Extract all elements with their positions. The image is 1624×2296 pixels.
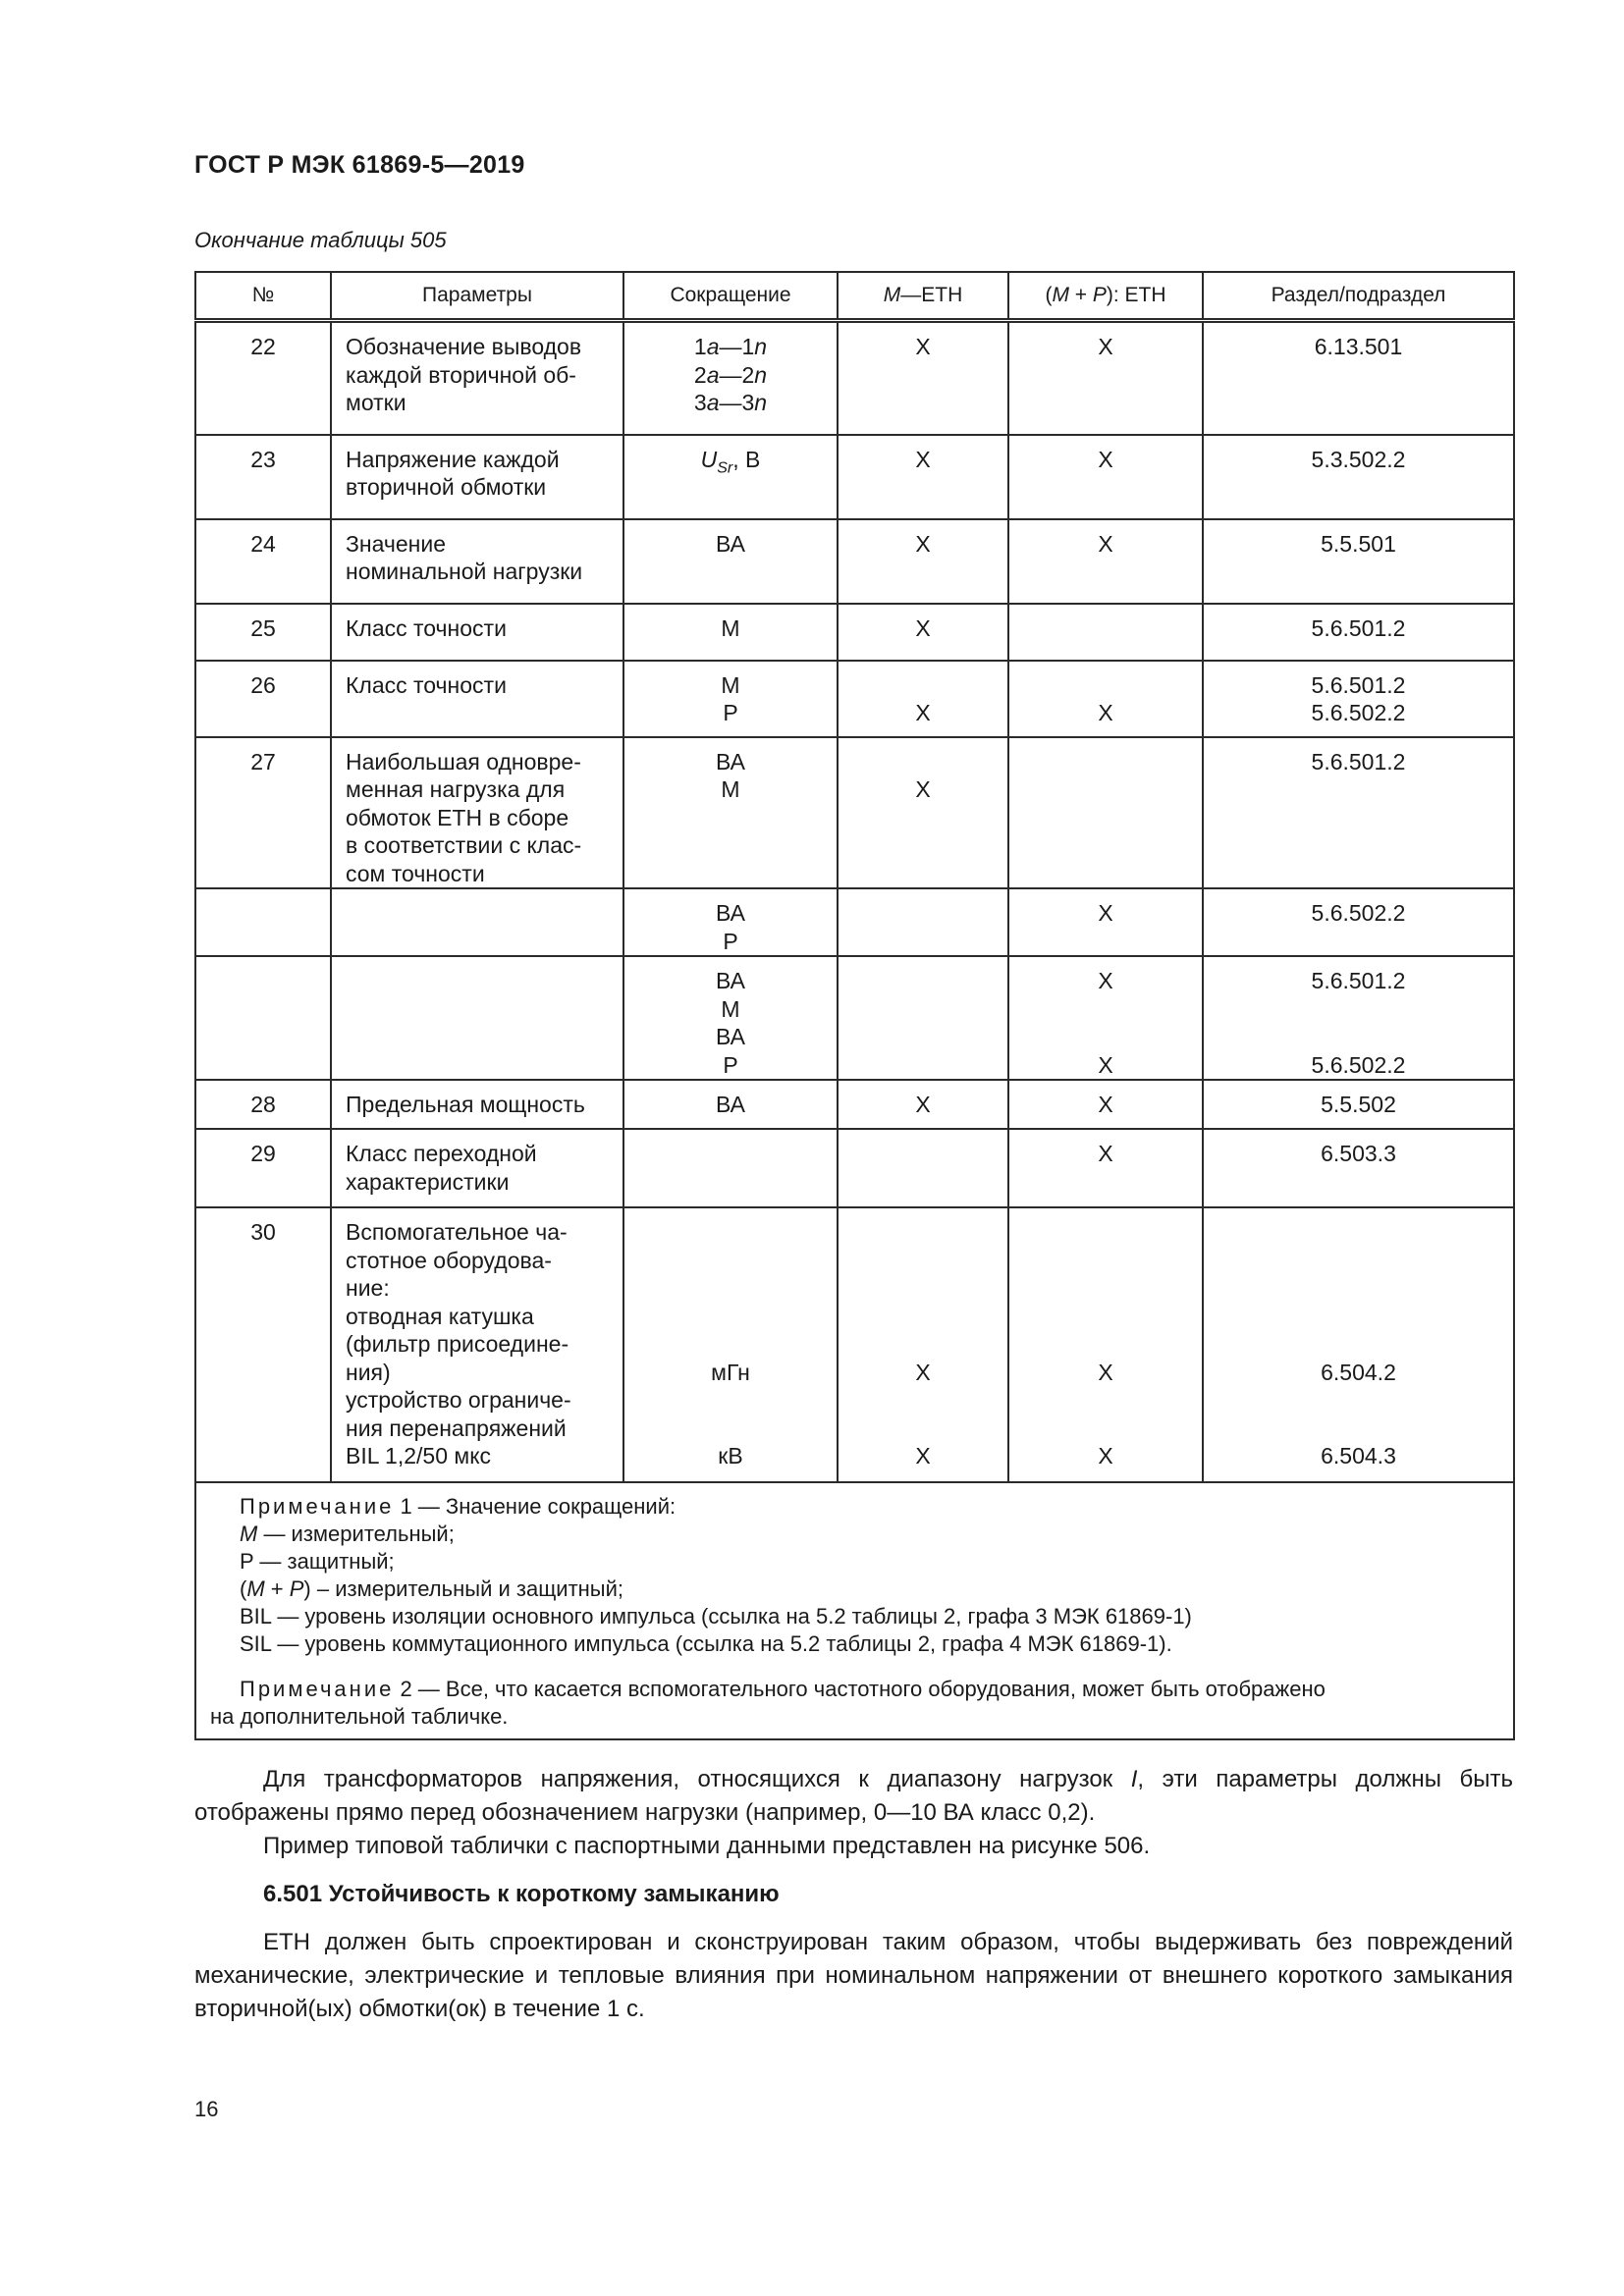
cell-line [1009,995,1202,1024]
cell-line: обмоток ETH в сборе [346,804,569,830]
cell-line: X [915,530,931,557]
cell-line [1204,995,1513,1024]
note-line: M — измерительный; [240,1522,455,1546]
row-abbreviation [623,1129,838,1207]
row-abbreviation [623,321,838,435]
row-parameter [331,661,623,737]
note2-text: 2 — Все, что касается вспомогательного частотного оборудования, может быть отображено [394,1677,1326,1701]
table-row [195,888,1514,956]
row-mp-eth [1008,604,1203,661]
header-section: Раздел/подраздел [1203,272,1514,321]
row-mp-eth [1008,956,1203,1080]
table-notes [195,1482,1514,1739]
cell-line: X [1098,968,1113,993]
cell-line [839,1274,1007,1303]
cell-line [624,446,837,483]
table-row [195,435,1514,519]
table-row [195,737,1514,889]
row-m-eth [838,1080,1008,1129]
row-abbreviation [623,737,838,889]
cell-line: ВА [716,900,745,926]
cell-line: отводная катушка [346,1303,534,1329]
cell-line: X [915,446,931,472]
cell-line: Значение [346,530,446,557]
cell-line: 5.6.501.2 [1311,671,1406,698]
cell-line: 5.3.502.2 [1311,446,1406,472]
paragraph-1: Для трансформаторов напряжения, относящихся к диапазону нагрузок I, эти параметры должны быть отображены прямо перед обозначением нагрузки (например, 0—10 ВА класс 0,2). [194,1766,1513,1826]
cell-line: 3a—3n [693,390,768,415]
cell-line: менная нагрузка для [346,776,566,802]
cell-line: X [915,776,931,802]
row-abbreviation [623,956,838,1080]
table-row [195,661,1514,737]
cell-line [1204,1330,1513,1359]
note2-label: Примечание [240,1677,395,1701]
cell-line [1204,1386,1513,1415]
cell-line [624,1274,837,1303]
cell-line [839,967,1007,995]
row-number [195,888,331,956]
cell-line: вторичной обмотки [346,474,547,500]
header-abbr: Сокращение [623,272,838,321]
row-parameter [331,956,623,1080]
cell-line [1009,1218,1202,1247]
cell-line [839,1415,1007,1443]
row-section [1203,661,1514,737]
cell-line: 5.6.501.2 [1311,968,1406,993]
cell-line: Класс точности [346,671,507,698]
table-row [195,956,1514,1080]
note-line: P — защитный; [240,1549,395,1574]
cell-line: X [915,700,931,725]
cell-line [839,899,1007,928]
cell-line: 5.6.502.2 [1311,900,1406,926]
cell-line: 5.6.501.2 [1311,748,1406,774]
table-row [195,1129,1514,1207]
row-m-eth [838,1207,1008,1482]
cell-line [1009,748,1202,776]
row-section [1203,604,1514,661]
table-caption: Окончание таблицы 505 [194,228,447,252]
notes-row [195,1482,1514,1739]
cell-line [1204,1303,1513,1331]
row-mp-eth [1008,888,1203,956]
paragraph-2: Пример типовой таблички с паспортными данными представлен на рисунке 506. [263,1833,1151,1859]
cell-line: M [721,776,740,802]
symbol-sr: Sr [717,459,733,477]
cell-line [624,1415,837,1443]
cell-line [1009,614,1202,643]
cell-line [624,1330,837,1359]
cell-line [624,1247,837,1275]
cell-line: M [721,995,740,1022]
cell-line [624,1303,837,1331]
cell-line [839,1386,1007,1415]
note-line: (M + P) – измерительный и защитный; [240,1576,624,1601]
row-parameter [331,1207,623,1482]
row-abbreviation [623,604,838,661]
cell-line: M [721,614,740,641]
cell-line: X [915,1092,931,1117]
row-m-eth [838,888,1008,956]
row-number: 22 [195,321,331,435]
row-section [1203,435,1514,519]
cell-line: ВА [716,1024,745,1049]
cell-line: X [1098,1092,1113,1117]
row-m-eth [838,661,1008,737]
cell-line: X [915,1359,931,1385]
row-m-eth [838,321,1008,435]
header-m-eth: M—ETH [838,272,1008,321]
row-mp-eth [1008,661,1203,737]
section-heading: 6.501 Устойчивость к короткому замыканию [263,1881,780,1907]
cell-line [839,1247,1007,1275]
cell-line: 6.503.3 [1321,1141,1396,1166]
cell-line [1204,1218,1513,1247]
parameters-table [194,271,1515,1740]
row-mp-eth [1008,519,1203,604]
row-parameter [331,888,623,956]
row-mp-eth [1008,1129,1203,1207]
cell-line: в соответствии с клас- [346,832,582,858]
row-mp-eth [1008,1207,1203,1482]
cell-line: X [915,1443,931,1468]
cell-line [346,899,609,928]
row-m-eth [838,737,1008,889]
cell-line: BIL 1,2/50 мкс [346,1443,492,1468]
table-row [195,1207,1514,1482]
cell-line: X [915,334,931,359]
cell-line: ВА [716,530,745,557]
row-number: 29 [195,1129,331,1207]
cell-line: X [1098,1359,1113,1385]
cell-line: Класс точности [346,614,507,641]
row-parameter [331,435,623,519]
cell-line: ние: [346,1275,390,1301]
row-parameter [331,321,623,435]
cell-line: X [1098,530,1113,557]
cell-line [839,1218,1007,1247]
row-section [1203,1207,1514,1482]
cell-line [346,967,609,995]
cell-line: (фильтр присоедине- [346,1331,569,1357]
cell-line: 5.5.502 [1321,1092,1396,1117]
cell-line: X [1098,1141,1113,1166]
cell-line: X [1098,700,1113,725]
row-mp-eth [1008,737,1203,889]
note-line: BIL — уровень изоляции основного импульса (ссылка на 5.2 таблицы 2, графа 3 МЭК 61869-1) [240,1604,1192,1629]
cell-line: Предельная мощность [346,1092,585,1117]
row-m-eth [838,519,1008,604]
cell-line: ВА [716,1092,745,1117]
row-number [195,956,331,1080]
cell-line [1204,1274,1513,1303]
cell-line [839,1140,1007,1168]
cell-line [839,671,1007,700]
row-number: 27 [195,737,331,889]
cell-line: 2a—2n [693,361,768,388]
cell-line [1204,1023,1513,1051]
row-section [1203,1080,1514,1129]
cell-line: Напряжение каждой [346,446,560,472]
row-mp-eth [1008,321,1203,435]
row-section [1203,519,1514,604]
cell-line: мГн [711,1359,750,1385]
cell-line [1204,1415,1513,1443]
row-mp-eth [1008,1080,1203,1129]
row-m-eth [838,956,1008,1080]
cell-line [624,1218,837,1247]
cell-line: ВА [716,748,745,774]
cell-line: Класс переходной [346,1141,537,1166]
row-parameter [331,604,623,661]
row-number: 28 [195,1080,331,1129]
cell-line [1009,1274,1202,1303]
cell-line: 1a—1n [693,334,768,359]
cell-line [1009,1247,1202,1275]
cell-line [1204,1247,1513,1275]
cell-line: 5.6.502.2 [1311,1051,1406,1078]
cell-line: M [721,671,740,698]
cell-line: ВА [716,968,745,993]
cell-line: 6.504.2 [1321,1359,1396,1385]
row-section [1203,888,1514,956]
row-abbreviation [623,519,838,604]
cell-line: X [1098,334,1113,359]
row-m-eth [838,435,1008,519]
cell-line: характеристики [346,1168,510,1195]
row-mp-eth [1008,435,1203,519]
cell-line: сом точности [346,860,485,886]
cell-line [839,1330,1007,1359]
symbol-u: U [700,446,718,472]
cell-line: кВ [718,1443,743,1468]
cell-line: 6.504.3 [1321,1443,1396,1468]
table-row [195,1080,1514,1129]
cell-line [839,1303,1007,1331]
paragraph-3: ETH должен быть спроектирован и сконструирован таким образом, чтобы выдерживать без повреждений механические, электрические и тепловые влияния при номинальном напряжении от внешнего короткого замыкания вторичной(ых) обмотки(ок) в течение 1 с. [194,1929,1513,2022]
row-parameter [331,737,623,889]
note1-text: 1 — Значение сокращений: [394,1494,677,1519]
cell-line: X [1098,900,1113,926]
cell-line [624,1386,837,1415]
cell-line: устройство ограниче- [346,1387,571,1413]
row-section [1203,956,1514,1080]
page-number: 16 [194,2097,219,2121]
cell-line: каждой вторичной об- [346,361,576,388]
cell-line: 6.13.501 [1314,334,1403,359]
row-abbreviation [623,1207,838,1482]
cell-line: X [915,614,931,641]
row-m-eth [838,1129,1008,1207]
note-line: SIL — уровень коммутационного импульса (ссылка на 5.2 таблицы 2, графа 4 МЭК 61869-1). [240,1631,1172,1656]
cell-line: 5.6.501.2 [1311,614,1406,641]
cell-line: X [1098,1443,1113,1468]
row-parameter [331,1080,623,1129]
row-number: 24 [195,519,331,604]
note2-continuation: на дополнительной табличке. [210,1704,509,1729]
row-number: 25 [195,604,331,661]
header-mp-eth: (M + P): ETH [1008,272,1203,321]
cell-line: P [723,1051,738,1078]
row-parameter [331,1129,623,1207]
row-m-eth [838,604,1008,661]
cell-line [1009,1303,1202,1331]
row-number: 30 [195,1207,331,1482]
row-section [1203,321,1514,435]
cell-line: Наибольшая одновре- [346,748,581,774]
cell-line: мотки [346,390,406,415]
cell-line [624,1140,837,1168]
header-num: № [195,272,331,321]
row-number: 26 [195,661,331,737]
cell-line [1009,1415,1202,1443]
cell-line: Вспомогательное ча- [346,1219,568,1245]
row-abbreviation [623,435,838,519]
table-row [195,321,1514,435]
unit: , В [732,446,761,472]
cell-line: стотное оборудова- [346,1247,552,1273]
cell-line [1009,671,1202,700]
row-abbreviation [623,661,838,737]
table-header-row [195,272,1514,321]
row-abbreviation [623,1080,838,1129]
cell-line: X [1098,1051,1113,1078]
row-number: 23 [195,435,331,519]
cell-line: ния) [346,1359,391,1385]
cell-line: ния перенапряжений [346,1415,567,1441]
cell-line: номинальной нагрузки [346,559,583,584]
cell-line: P [723,928,738,954]
cell-line: X [1098,446,1113,472]
row-section [1203,737,1514,889]
table-row [195,604,1514,661]
cell-line: Обозначение выводов [346,334,582,359]
cell-line [1009,1023,1202,1051]
cell-line: 5.5.501 [1321,530,1396,557]
cell-line [839,748,1007,776]
cell-line [1009,1330,1202,1359]
table-row [195,519,1514,604]
cell-line: 5.6.502.2 [1311,700,1406,725]
header-params: Параметры [331,272,623,321]
note1-label: Примечание [240,1494,395,1519]
cell-line [1009,1386,1202,1415]
document-header-title: ГОСТ Р МЭК 61869-5—2019 [194,151,525,179]
row-section [1203,1129,1514,1207]
row-parameter [331,519,623,604]
cell-line: P [723,700,738,725]
row-abbreviation [623,888,838,956]
